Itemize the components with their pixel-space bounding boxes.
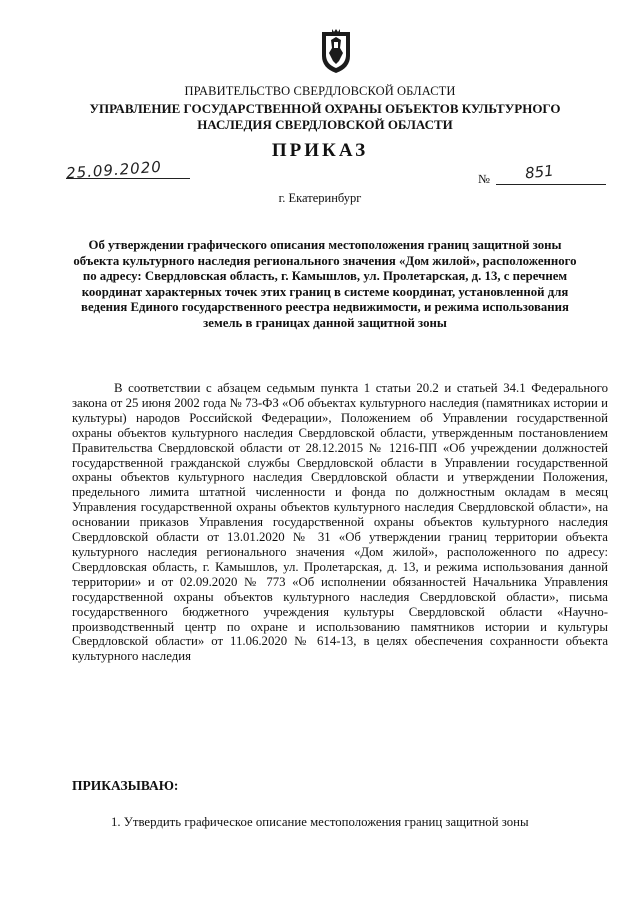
document-number: 851 xyxy=(524,161,555,183)
document-date: 25.09.2020 xyxy=(65,157,163,183)
document-title: ПРИКАЗ xyxy=(271,140,369,161)
department-name: УПРАВЛЕНИЕ ГОСУДАРСТВЕННОЙ ОХРАНЫ ОБЪЕКТОВ КУЛЬТУРНОГО НАСЛЕДИЯ СВЕРДЛОВСКОЙ ОБЛАСТИ xyxy=(89,101,561,132)
preamble-paragraph: В соответствии с абзацем седьмым пункта 1 статьи 20.2 и статьей 34.1 Федерального закона от 25 июня 2002 года № 73-ФЗ «Об объектах культурного наследия (памятниках истории и культуры) народов Российской Федерации», Положением об Управлении государственной охраны объектов культурного наследия Свердловской области, утвержденным постановлением Правительства Свердловской области от 28.12.2015 № 1216-ПП «Об учреждении должностей государственной гражданской службы Свердловской области в Управлении государственной охраны объектов культурного наследия Свердловской области и утверждении Положения, предельного лимита штатной численности и фонда по должностным окладам в месяц Управления государственной охраны объектов культурного наследия Свердловской области», на основании приказов Управления государственной охраны объектов культурного наследия Свердловской области от 13.01.2020 № 31 «Об утверждении границ территории объекта культурного наследия регионального значения «Дом жилой», расположенного по адресу: Свердловская область, г. Камышлов, ул. Пролетарская, д. 13, и режима использования данной территории» и от 02.09.2020 № 773 «Об исполнении обязанностей Начальника Управления государственной охраны объектов культурного наследия Свердловской области», письма государственного бюджетного учреждения культуры Свердловской области «Научно-производственный центр по охране и использованию памятников истории и культуры Свердловской области» от 11.06.2020 № 614-13, в целях обеспечения сохранности объекта культурного наследия xyxy=(72,381,608,664)
coat-of-arms-icon xyxy=(319,28,353,74)
city: г. Екатеринбург xyxy=(278,191,362,205)
date-underline xyxy=(66,178,190,179)
document-subject: Об утверждении графического описания местоположения границ защитной зоны объекта культурного наследия регионального значения «Дом жилой», расположенного по адресу: Свердловская область, г. Камышлов, ул. Пролетарская, д. 13, с перечнем координат характерных точек этих границ в системе координат, установленной для ведения Единого государственного реестра недвижимости, и режима использования земель в границах данной защитной зоны xyxy=(73,238,577,330)
order-item: 1. Утвердить графическое описание местоположения границ защитной зоны xyxy=(111,815,529,829)
government-name: ПРАВИТЕЛЬСТВО СВЕРДЛОВСКОЙ ОБЛАСТИ xyxy=(184,84,456,98)
number-underline xyxy=(496,184,606,185)
order-heading: ПРИКАЗЫВАЮ: xyxy=(72,778,179,793)
number-label: № xyxy=(478,172,490,186)
